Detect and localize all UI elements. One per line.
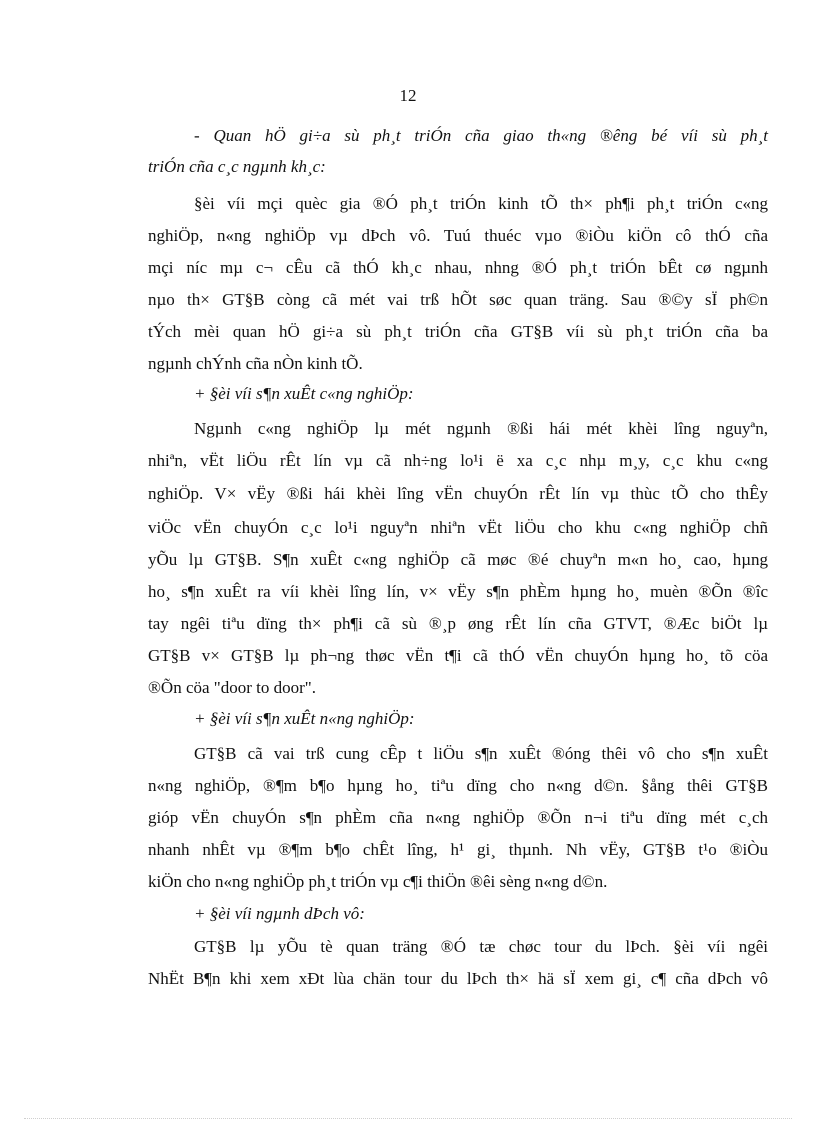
text-line: nµo th× GT§B còng cã mét vai trß hÕt søc quan träng. Sau ®©y sÏ ph©n <box>148 290 768 309</box>
text-line: tay ngêi tiªu dïng th× ph¶i cã sù ®¸p øng rÊt lín cña GTVT, ®Æc biÖt lµ <box>148 614 768 633</box>
text-line: ®Õn cöa "door to door". <box>148 678 316 697</box>
text-line: mçi níc mµ c¬ cÊu cã thÓ kh¸c nhau, nhng ®Ó ph¸t triÓn bÊt cø ngµnh <box>148 258 768 277</box>
text-line: §èi víi mçi quèc gia ®Ó ph¸t triÓn kinh tÕ th× ph¶i ph¸t triÓn c«ng <box>194 194 768 213</box>
text-line: yÕu lµ GT§B. S¶n xuÊt c«ng nghiÖp cã møc ®é chuyªn m«n ho¸ cao, hµng <box>148 550 768 569</box>
text-line: - Quan hÖ gi÷a sù ph¸t triÓn cña giao th«ng ®êng bé víi sù ph¸t <box>194 126 768 145</box>
text-line: n«ng nghiÖp, ®¶m b¶o hµng ho¸ tiªu dïng cho n«ng d©n. §ång thêi GT§B <box>148 776 768 795</box>
text-line: nghiÖp. V× vËy ®ßi hái khèi lîng vËn chuyÓn rÊt lín vµ thùc tÕ cho thÊy <box>148 484 768 503</box>
text-line: nghiÖp, n«ng nghiÖp vµ dÞch vô. Tuú thuéc vµo ®iÒu kiÖn cô thÓ cña <box>148 226 768 245</box>
text-line: GT§B v× GT§B lµ ph¬ng thøc vËn t¶i cã thÓ vËn chuyÓn hµng ho¸ tõ cöa <box>148 646 768 665</box>
text-line: GT§B lµ yÕu tè quan träng ®Ó tæ chøc tour du lÞch. §èi víi ngêi <box>194 937 768 956</box>
text-line: GT§B cã vai trß cung cÊp t liÖu s¶n xuÊt ®óng thêi vô cho s¶n xuÊt <box>194 744 768 763</box>
page-number: 12 <box>399 86 417 105</box>
text-line: viÖc vËn chuyÓn c¸c lo¹i nguyªn nhiªn vËt liÖu cho khu c«ng nghiÖp chñ <box>148 518 768 537</box>
text-line: + §èi víi ngµnh dÞch vô: <box>194 904 365 923</box>
text-line: + §èi víi s¶n xuÊt n«ng nghiÖp: <box>194 709 415 728</box>
text-line: ho¸ s¶n xuÊt ra víi khèi lîng lín, v× vËy s¶n phÈm hµng ho¸ muèn ®Õn ®îc <box>148 582 768 601</box>
text-line: NhËt B¶n khi xem xÐt lùa chän tour du lÞch th× hä sÏ xem gi¸ c¶ cña dÞch vô <box>148 969 768 988</box>
text-line: kiÖn cho n«ng nghiÖp ph¸t triÓn vµ c¶i thiÖn ®êi sèng n«ng d©n. <box>148 872 608 891</box>
text-line: ngµnh chÝnh cña nÒn kinh tÕ. <box>148 354 363 373</box>
page-bottom-border <box>24 1118 792 1120</box>
text-line: nhanh nhÊt vµ ®¶m b¶o chÊt lîng, h¹ gi¸ thµnh. Nh vËy, GT§B t¹o ®iÒu <box>148 840 768 859</box>
text-line: gióp vËn chuyÓn s¶n phÈm cña n«ng nghiÖp ®Õn n¬i tiªu dïng mét c¸ch <box>148 808 768 827</box>
text-line: Ngµnh c«ng nghiÖp lµ mét ngµnh ®ßi hái mét khèi lîng nguyªn, <box>194 419 768 438</box>
text-line: triÓn cña c¸c ngµnh kh¸c: <box>148 157 326 176</box>
text-line: + §èi víi s¶n xuÊt c«ng nghiÖp: <box>194 384 414 403</box>
text-line: tÝch mèi quan hÖ gi÷a sù ph¸t triÓn cña GT§B víi sù ph¸t triÓn cña ba <box>148 322 768 341</box>
text-line: nhiªn, vËt liÖu rÊt lín vµ cã nh÷ng lo¹i ë xa c¸c nhµ m¸y, c¸c khu c«ng <box>148 451 768 470</box>
